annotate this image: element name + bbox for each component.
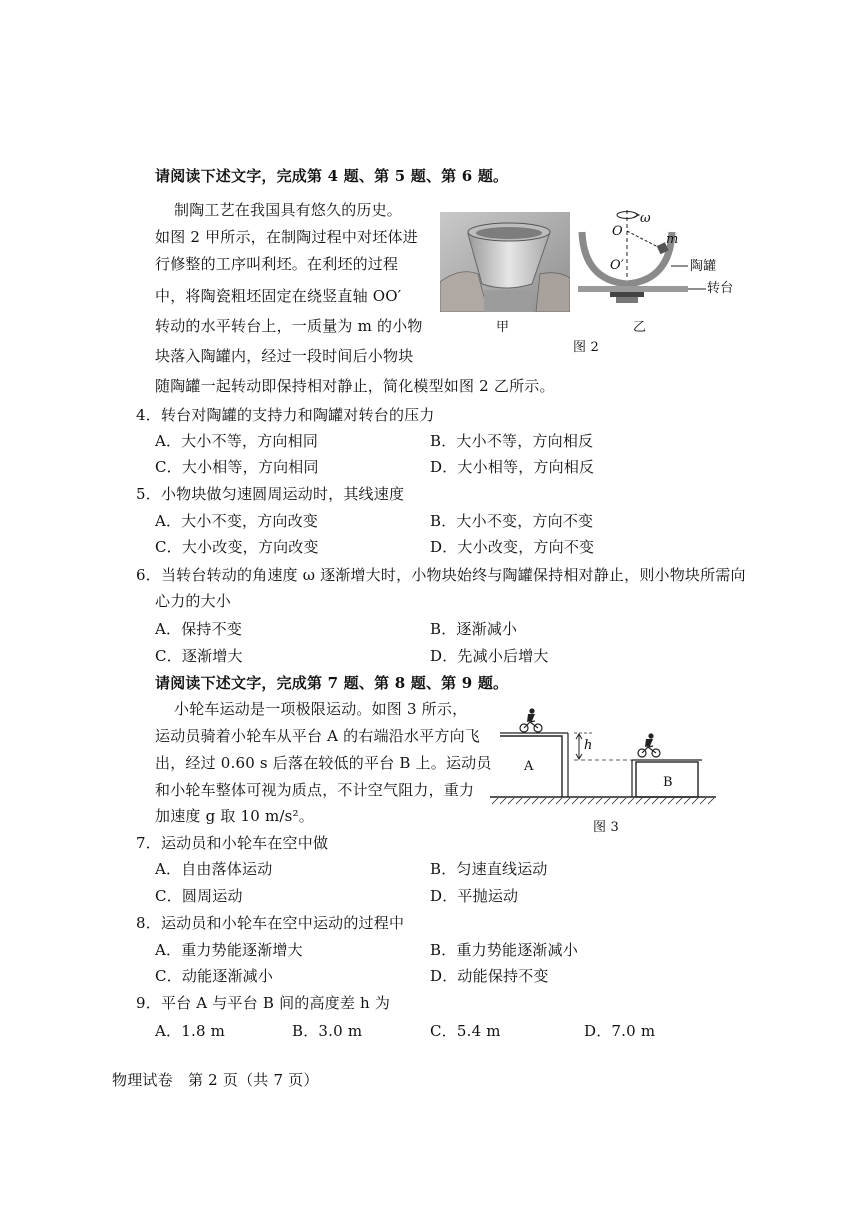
option-b: B．重力势能逐渐减小 (430, 941, 579, 959)
option-a: A．1.8 m (155, 1022, 226, 1040)
passage-line: 出，经过 0.60 s 后落在较低的平台 B 上。运动员 (155, 754, 492, 772)
option-d: D．大小改变，方向不变 (430, 538, 595, 556)
question-stem: 5．小物块做匀速圆周运动时，其线速度 (136, 485, 405, 503)
option-b: B．逐渐减小 (430, 620, 518, 638)
bmx-diagram (488, 706, 720, 806)
question-stem: 6．当转台转动的角速度 ω 逐渐增大时，小物块始终与陶罐保持相对静止，则小物块所需向 (136, 566, 746, 584)
passage-line: 小轮车运动是一项极限运动。如图 3 所示， (174, 700, 468, 718)
option-d: D．7.0 m (584, 1022, 656, 1040)
option-c: C．5.4 m (430, 1022, 501, 1040)
option-a: A．重力势能逐渐增大 (155, 941, 303, 959)
turntable-label: 转台 (707, 281, 734, 296)
section-heading: 请阅读下述文字，完成第 7 题、第 8 题、第 9 题。 (155, 674, 509, 692)
platform-a-label: A (524, 759, 534, 774)
option-c: C．大小相等，方向相同 (155, 458, 319, 476)
option-c: C．动能逐渐减小 (155, 967, 274, 985)
option-a: A．大小不等，方向相同 (155, 432, 319, 450)
option-a: A．大小不变，方向改变 (155, 512, 319, 530)
page-footer: 物理试卷 第 2 页（共 7 页） (112, 1071, 319, 1089)
figure-3-caption: 图 3 (593, 820, 620, 835)
passage-line: 和小轮车整体可视为质点，不计空气阻力，重力 (155, 781, 475, 799)
passage-line: 加速度 g 取 10 m/s²。 (155, 807, 314, 825)
option-c: C．圆周运动 (155, 887, 243, 905)
axis-top-label: O (612, 224, 623, 239)
option-b: B．3.0 m (292, 1022, 363, 1040)
option-a: A．自由落体运动 (155, 860, 273, 878)
passage-line: 中，将陶瓷粗坯固定在绕竖直轴 OO′ (155, 287, 402, 305)
figure-2-caption: 图 2 (573, 340, 600, 355)
question-stem: 8．运动员和小轮车在空中运动的过程中 (136, 914, 405, 932)
mass-label: m (666, 232, 679, 247)
option-b: B．匀速直线运动 (430, 860, 548, 878)
option-c: C．大小改变，方向改变 (155, 538, 319, 556)
pottery-photo (440, 212, 570, 312)
option-d: D．大小相等，方向相反 (430, 458, 595, 476)
passage-line: 制陶工艺在我国具有悠久的历史。 (174, 201, 403, 219)
option-d: D．动能保持不变 (430, 967, 549, 985)
option-b: B．大小不变，方向不变 (430, 512, 594, 530)
option-c: C．逐渐增大 (155, 647, 243, 665)
figure-2-right-label: 乙 (633, 320, 647, 335)
height-label: h (584, 738, 593, 753)
passage-line: 块落入陶罐内，经过一段时间后小物块 (155, 347, 414, 365)
question-stem: 9．平台 A 与平台 B 间的高度差 h 为 (136, 994, 391, 1012)
question-stem-continued: 心力的大小 (155, 592, 232, 610)
option-b: B．大小不等，方向相反 (430, 432, 594, 450)
jar-diagram (572, 206, 752, 321)
passage-line: 如图 2 甲所示，在制陶过程中对坯体进 (155, 228, 418, 246)
omega-label: ω (640, 211, 651, 226)
option-a: A．保持不变 (155, 620, 243, 638)
option-d: D．先减小后增大 (430, 647, 549, 665)
passage-line: 运动员骑着小轮车从平台 A 的右端沿水平方向飞 (155, 727, 480, 745)
platform-b-label: B (663, 775, 673, 790)
passage-line: 行修整的工序叫利坯。在利坯的过程 (155, 255, 399, 273)
passage-line: 随陶罐一起转动即保持相对静止，简化模型如图 2 乙所示。 (155, 377, 555, 395)
figure-2-left-label: 甲 (496, 320, 510, 335)
question-stem: 4．转台对陶罐的支持力和陶罐对转台的压力 (136, 406, 435, 424)
option-d: D．平抛运动 (430, 887, 519, 905)
passage-line: 转动的水平转台上，一质量为 m 的小物 (155, 317, 423, 335)
section-heading: 请阅读下述文字，完成第 4 题、第 5 题、第 6 题。 (155, 167, 509, 185)
axis-bottom-label: O′ (610, 258, 625, 273)
question-stem: 7．运动员和小轮车在空中做 (136, 834, 329, 852)
jar-label: 陶罐 (690, 259, 717, 274)
